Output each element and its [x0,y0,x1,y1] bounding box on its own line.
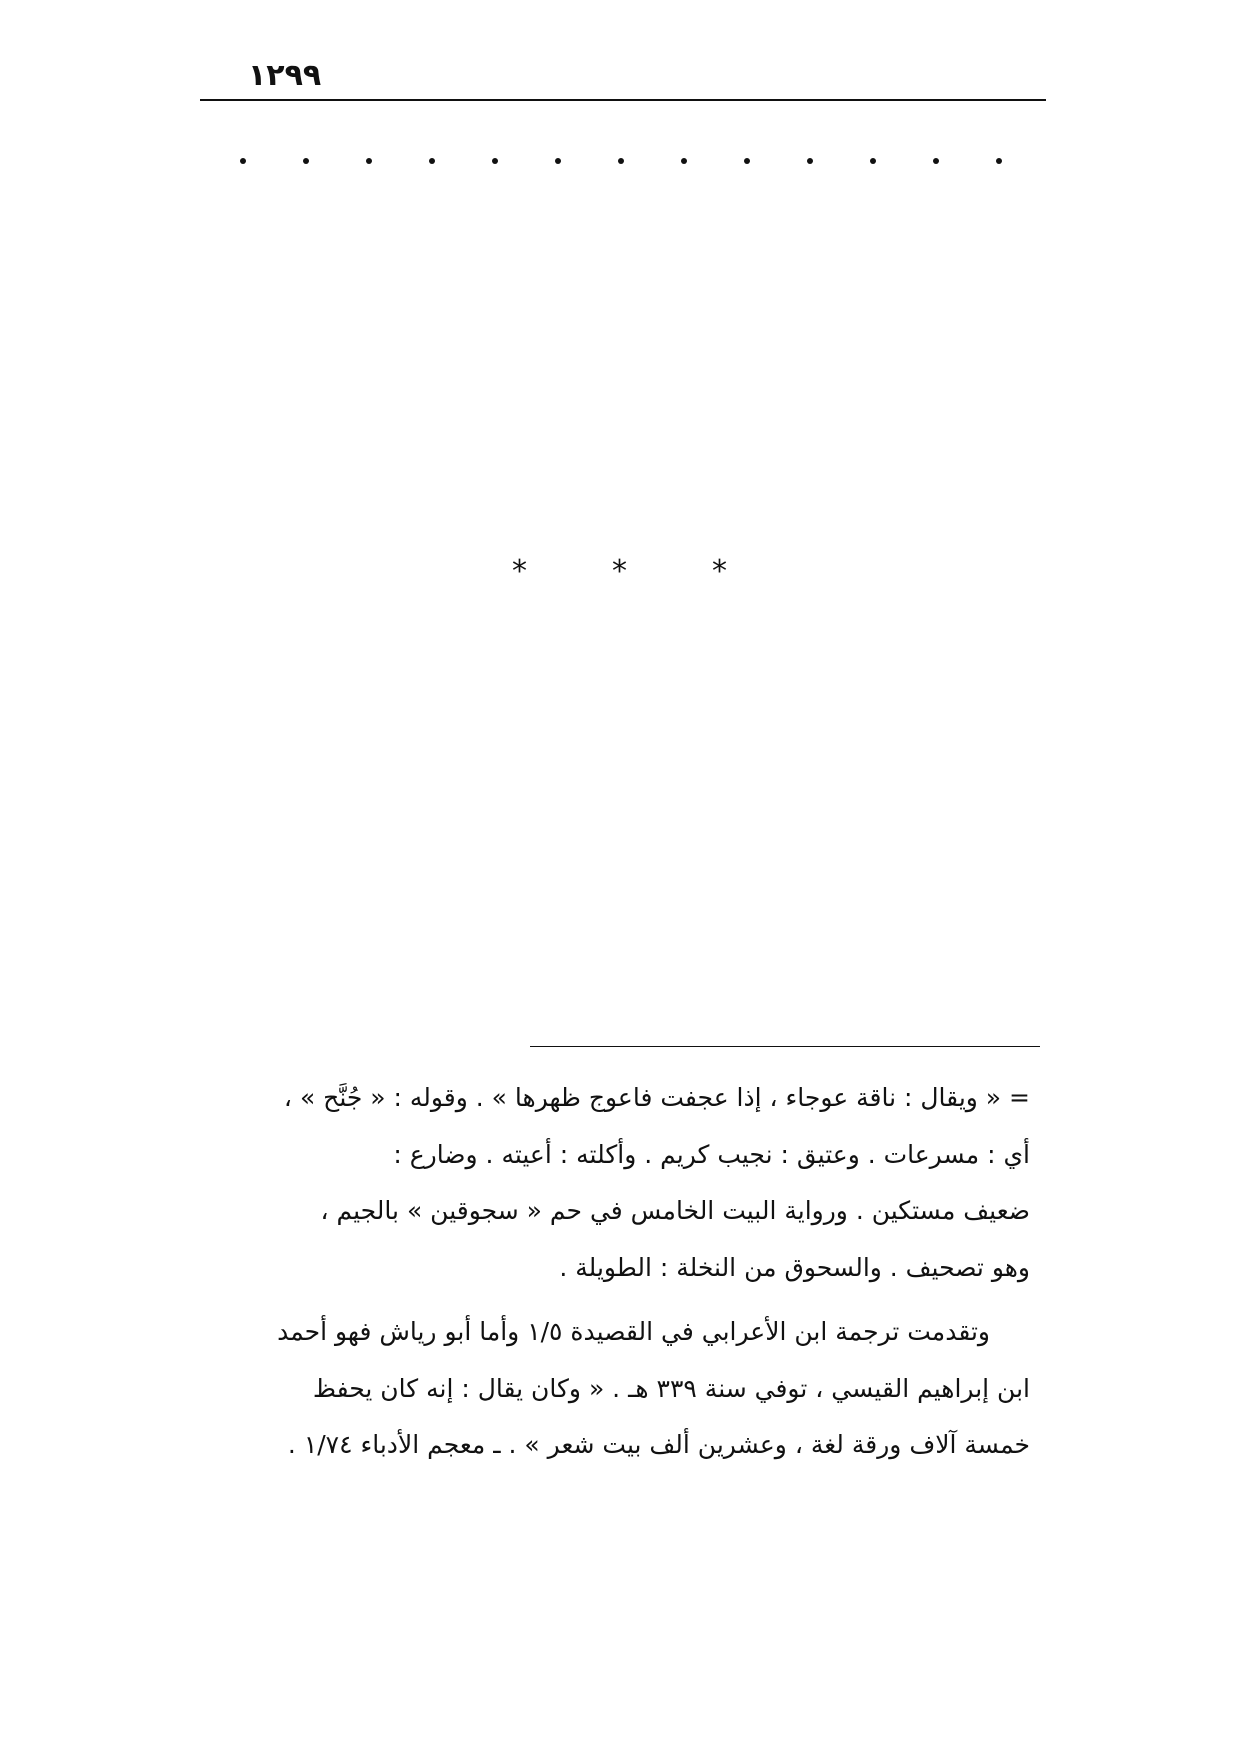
footnote-line: خمسة آلاف ورقة لغة ، وعشرين ألف بيت شعر » . ـ معجم الأدباء ١/٧٤ . [287,1430,1030,1459]
footnotes [200,1070,1030,1474]
section-break-star: * [612,554,627,589]
footnote-line: وتقدمت ترجمة ابن الأعرابي في القصيدة ١/٥ وأما أبو رياش فهو أحمد [277,1317,990,1346]
footnote-paragraph-2 [200,1304,1030,1474]
footnote-rule [530,1046,1040,1047]
section-break-star: * [712,554,727,589]
footnote-line: ضعيف مستكين . ورواية البيت الخامس في حم « سجوقين » بالجيم ، [320,1196,1030,1225]
separator-dot [618,158,624,164]
separator-dot [807,158,813,164]
separator-dot [681,158,687,164]
separator-dot [555,158,561,164]
separator-dot [933,158,939,164]
section-break-star: * [512,554,527,589]
footnote-line: ابن إبراهيم القيسي ، توفي سنة ٣٣٩ هـ . « وكان يقال : إنه كان يحفظ [312,1373,1030,1403]
separator-dot [429,158,435,164]
separator-dot [744,158,750,164]
footnote-line: وهو تصحيف . والسحوق من النخلة : الطويلة . [559,1252,1030,1282]
separator-dot [240,158,246,164]
separator-dot [366,158,372,164]
paragraph-gap [200,1296,1030,1304]
footnote-line: أي : مسرعات . وعتيق : نجيب كريم . وأكلته : أعيته . وضارع : [393,1139,1030,1169]
separator-dot [303,158,309,164]
separator-dot [996,158,1002,164]
separator-dot [870,158,876,164]
section-break [500,552,750,592]
footnote-paragraph-1 [200,1070,1030,1296]
header-rule [200,99,1046,101]
separator-dots [240,150,1010,170]
footnote-line: = « ويقال : ناقة عوجاء ، إذا عجفت فاعوج ظهرها » . وقوله : « جُنَّح » ، [283,1083,1030,1112]
separator-dot [492,158,498,164]
page-number: ١٢٩٩ [248,58,322,93]
